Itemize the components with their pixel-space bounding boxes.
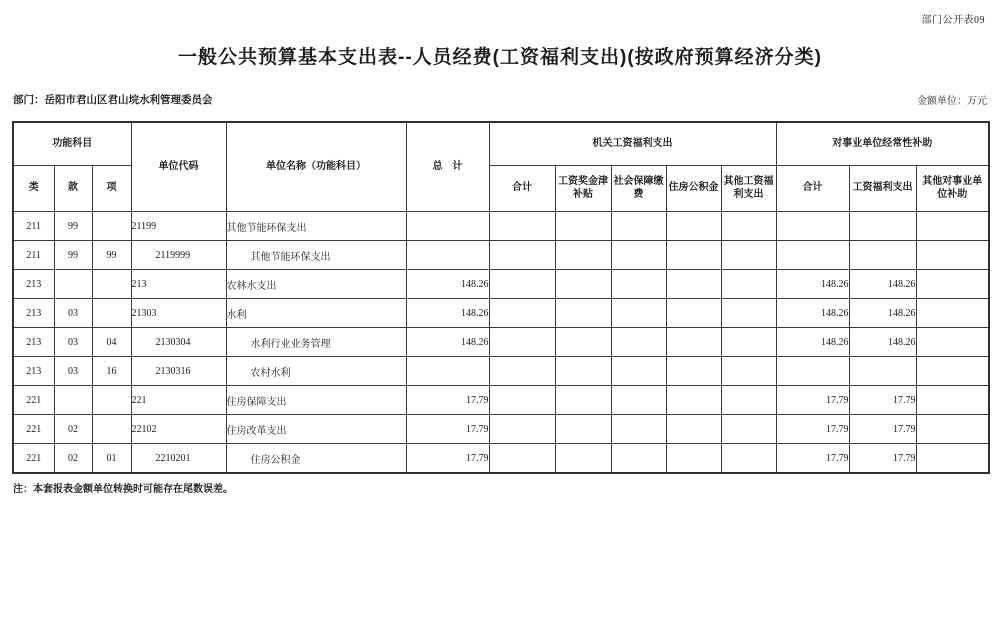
cell-unit-code: 2130304 (131, 328, 226, 357)
cell-unit-code: 22102 (131, 415, 226, 444)
table-row (13, 444, 989, 474)
cell-agency-2 (611, 386, 666, 415)
cell-item (92, 415, 131, 444)
header-agency-salary-bonus: 工资奖金津补贴 (555, 166, 611, 212)
cell-grand-total (406, 241, 489, 270)
header-agency-total: 合计 (489, 166, 555, 212)
cell-institution-2 (916, 386, 989, 415)
cell-institution-0 (776, 241, 849, 270)
cell-unit-code: 2210201 (131, 444, 226, 474)
cell-agency-4 (721, 270, 776, 299)
cell-institution-2 (916, 328, 989, 357)
cell-class: 213 (13, 299, 54, 328)
header-institution-other: 其他对事业单位补助 (916, 166, 989, 212)
cell-institution-2 (916, 241, 989, 270)
table-row (13, 386, 989, 415)
cell-agency-3 (666, 212, 721, 241)
cell-class: 221 (13, 386, 54, 415)
cell-agency-3 (666, 241, 721, 270)
table-row (13, 212, 989, 241)
cell-agency-4 (721, 357, 776, 386)
header-agency-group: 机关工资福利支出 (489, 122, 776, 166)
cell-section (54, 270, 92, 299)
header-agency-other-welfare: 其他工资福利支出 (721, 166, 776, 212)
cell-section: 03 (54, 357, 92, 386)
cell-agency-4 (721, 299, 776, 328)
cell-agency-4 (721, 415, 776, 444)
cell-agency-4 (721, 444, 776, 474)
cell-unit-name: 农村水利 (226, 357, 406, 386)
cell-unit-name: 农林水支出 (226, 270, 406, 299)
cell-agency-0 (489, 241, 555, 270)
header-institution-group: 对事业单位经常性补助 (776, 122, 989, 166)
cell-unit-code: 2119999 (131, 241, 226, 270)
cell-institution-0: 148.26 (776, 328, 849, 357)
cell-unit-name: 住房改革支出 (226, 415, 406, 444)
cell-agency-1 (555, 357, 611, 386)
cell-section: 02 (54, 444, 92, 474)
cell-agency-0 (489, 328, 555, 357)
cell-institution-2 (916, 357, 989, 386)
header-item: 项 (92, 166, 131, 212)
table-row (13, 241, 989, 270)
cell-class: 211 (13, 241, 54, 270)
cell-agency-2 (611, 357, 666, 386)
cell-institution-0: 17.79 (776, 415, 849, 444)
cell-class: 213 (13, 270, 54, 299)
cell-class: 213 (13, 357, 54, 386)
cell-class: 211 (13, 212, 54, 241)
cell-agency-1 (555, 299, 611, 328)
header-row-groups (13, 122, 989, 166)
cell-item (92, 299, 131, 328)
cell-grand-total: 148.26 (406, 328, 489, 357)
cell-grand-total: 17.79 (406, 444, 489, 474)
cell-agency-0 (489, 415, 555, 444)
cell-agency-0 (489, 444, 555, 474)
cell-institution-2 (916, 270, 989, 299)
cell-grand-total: 148.26 (406, 270, 489, 299)
cell-institution-0: 148.26 (776, 270, 849, 299)
cell-grand-total: 17.79 (406, 386, 489, 415)
cell-institution-1: 17.79 (849, 386, 916, 415)
cell-agency-2 (611, 415, 666, 444)
cell-institution-2 (916, 415, 989, 444)
cell-agency-1 (555, 415, 611, 444)
cell-agency-3 (666, 357, 721, 386)
table-row (13, 328, 989, 357)
header-grand-total: 总 计 (406, 122, 489, 212)
table-row (13, 299, 989, 328)
cell-unit-name: 住房保障支出 (226, 386, 406, 415)
cell-item: 04 (92, 328, 131, 357)
page-title: 一般公共预算基本支出表--人员经费(工资福利支出)(按政府预算经济分类) (178, 47, 822, 68)
cell-agency-0 (489, 386, 555, 415)
header-section: 款 (54, 166, 92, 212)
cell-class: 221 (13, 444, 54, 474)
cell-section: 03 (54, 299, 92, 328)
cell-class: 221 (13, 415, 54, 444)
header-institution-welfare: 工资福利支出 (849, 166, 916, 212)
cell-institution-2 (916, 299, 989, 328)
cell-agency-3 (666, 328, 721, 357)
cell-agency-0 (489, 212, 555, 241)
amount-unit-label: 金额单位：万元 (917, 96, 987, 107)
cell-class: 213 (13, 328, 54, 357)
cell-institution-1: 148.26 (849, 328, 916, 357)
cell-grand-total: 17.79 (406, 415, 489, 444)
cell-unit-name: 其他节能环保支出 (226, 212, 406, 241)
cell-grand-total (406, 212, 489, 241)
cell-item (92, 270, 131, 299)
cell-unit-code: 21199 (131, 212, 226, 241)
cell-section: 99 (54, 212, 92, 241)
cell-agency-3 (666, 444, 721, 474)
table-row (13, 357, 989, 386)
table-row (13, 415, 989, 444)
cell-agency-3 (666, 386, 721, 415)
footnote: 注：本套报表金额单位转换时可能存在尾数误差。 (13, 484, 233, 495)
department-label: 部门：岳阳市君山区君山垸水利管理委员会 (13, 94, 213, 106)
header-agency-social-security: 社会保障缴费 (611, 166, 666, 212)
header-institution-total: 合计 (776, 166, 849, 212)
cell-agency-1 (555, 241, 611, 270)
cell-agency-4 (721, 386, 776, 415)
cell-section: 02 (54, 415, 92, 444)
cell-agency-1 (555, 444, 611, 474)
meta-row (0, 92, 1000, 107)
header-unit-code: 单位代码 (131, 122, 226, 212)
cell-agency-4 (721, 241, 776, 270)
cell-unit-name: 其他节能环保支出 (226, 241, 406, 270)
cell-section: 03 (54, 328, 92, 357)
cell-institution-0 (776, 357, 849, 386)
cell-institution-1 (849, 357, 916, 386)
header-unit-name: 单位名称（功能科目） (226, 122, 406, 212)
budget-table (12, 121, 990, 474)
table-body (13, 212, 989, 474)
cell-agency-2 (611, 241, 666, 270)
cell-unit-name: 住房公积金 (226, 444, 406, 474)
cell-agency-1 (555, 212, 611, 241)
cell-agency-4 (721, 328, 776, 357)
cell-agency-4 (721, 212, 776, 241)
cell-agency-1 (555, 386, 611, 415)
cell-institution-2 (916, 444, 989, 474)
cell-unit-code: 2130316 (131, 357, 226, 386)
cell-agency-1 (555, 328, 611, 357)
cell-institution-0: 17.79 (776, 386, 849, 415)
header-class: 类 (13, 166, 54, 212)
cell-item: 01 (92, 444, 131, 474)
cell-unit-code: 21303 (131, 299, 226, 328)
cell-institution-1 (849, 241, 916, 270)
cell-grand-total (406, 357, 489, 386)
cell-institution-0: 17.79 (776, 444, 849, 474)
cell-agency-0 (489, 299, 555, 328)
cell-section (54, 386, 92, 415)
cell-agency-0 (489, 357, 555, 386)
table-row (13, 270, 989, 299)
cell-institution-1: 17.79 (849, 444, 916, 474)
cell-unit-name: 水利行业业务管理 (226, 328, 406, 357)
cell-institution-1 (849, 212, 916, 241)
cell-unit-code: 213 (131, 270, 226, 299)
cell-unit-code: 221 (131, 386, 226, 415)
form-number-label: 部门公开表09 (921, 15, 985, 26)
cell-agency-2 (611, 212, 666, 241)
cell-item: 99 (92, 241, 131, 270)
cell-unit-name: 水利 (226, 299, 406, 328)
cell-item: 16 (92, 357, 131, 386)
cell-agency-2 (611, 270, 666, 299)
cell-agency-2 (611, 328, 666, 357)
cell-agency-3 (666, 299, 721, 328)
cell-institution-0 (776, 212, 849, 241)
cell-institution-2 (916, 212, 989, 241)
cell-agency-1 (555, 270, 611, 299)
cell-item (92, 212, 131, 241)
cell-institution-0: 148.26 (776, 299, 849, 328)
header-agency-housing-fund: 住房公积金 (666, 166, 721, 212)
cell-item (92, 386, 131, 415)
cell-institution-1: 148.26 (849, 299, 916, 328)
cell-section: 99 (54, 241, 92, 270)
cell-agency-0 (489, 270, 555, 299)
cell-institution-1: 148.26 (849, 270, 916, 299)
cell-agency-3 (666, 270, 721, 299)
cell-agency-2 (611, 299, 666, 328)
cell-agency-3 (666, 415, 721, 444)
cell-grand-total: 148.26 (406, 299, 489, 328)
header-function-subject: 功能科目 (13, 122, 131, 166)
cell-agency-2 (611, 444, 666, 474)
cell-institution-1: 17.79 (849, 415, 916, 444)
